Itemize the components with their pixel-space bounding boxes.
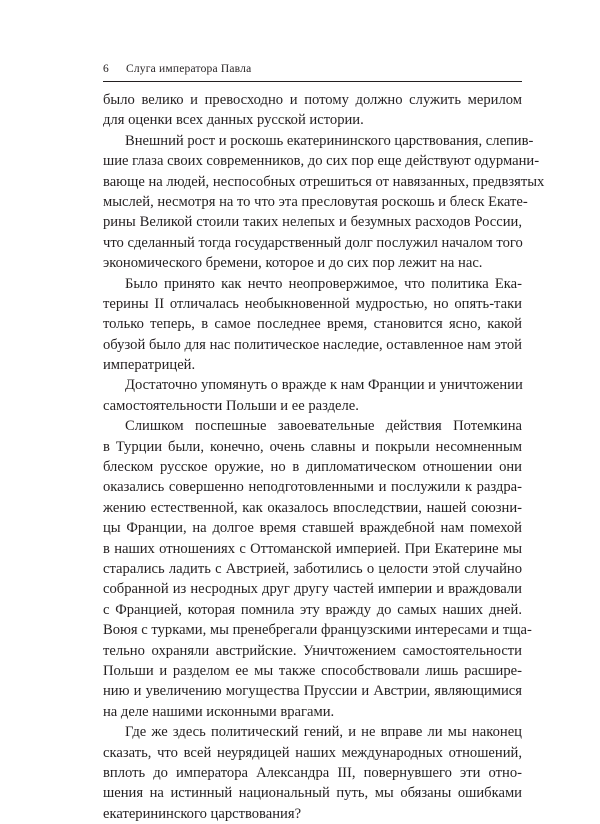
- text-line: в Турции были, конечно, очень славны и покрыли несомненным: [103, 438, 522, 455]
- text-line: блеском русское оружие, но в дипломатическом отношении они: [103, 459, 522, 476]
- paragraph: [103, 90, 522, 131]
- text-line: для оценки всех данных русской истории.: [103, 112, 364, 129]
- text-line: Польши и разделом ее мы также способствовали лишь расшире-: [103, 662, 522, 679]
- text-line: в наших отношениях с Оттоманской империей. При Екатерине мы: [103, 540, 522, 557]
- text-line: шения на истинный национальный путь, мы обязаны ошибками: [103, 785, 522, 802]
- running-title: Слуга императора Павла: [126, 63, 252, 75]
- text-line: Слишком поспешные завоевательные действия Потемкина: [125, 418, 522, 435]
- text-line: мыслей, несмотря на то что эта пресловутая роскошь и блеск Екате-: [103, 193, 528, 210]
- text-line: было велико и превосходно и потому должно служить мерилом: [103, 92, 522, 108]
- text-line: нию и увеличению могущества Пруссии и Австрии, являющимися: [103, 683, 522, 700]
- text-line: терины II отличалась необыкновенной мудростью, но опять-таки: [103, 295, 522, 312]
- text-line: на деле нашими исконными врагами.: [103, 703, 335, 720]
- text-line: обузой было для нас политическое наследие, оставленное нам этой: [103, 336, 522, 353]
- text-line: Внешний рост и роскошь екатерининского царствования, слепив-: [125, 132, 534, 149]
- text-line: вплоть до императора Александра III, повернувшего эти отно-: [103, 764, 522, 781]
- text-line: самостоятельности Польши и ее разделе.: [103, 397, 359, 414]
- text-line: оказались совершенно неподготовленными и послужили к раздра-: [103, 479, 522, 496]
- text-line: только теперь, в самое последнее время, становится ясно, какой: [103, 316, 522, 333]
- text-line: Достаточно упомянуть о вражде к нам Франции и уничтожении: [125, 377, 523, 394]
- paragraph: [103, 274, 522, 376]
- text-line: екатерининского царствования?: [103, 805, 302, 822]
- body-text: [103, 90, 545, 824]
- text-line: вающе на людей, неспособных отрешиться от навязанных, предвзятых: [103, 173, 545, 190]
- text-line: с Францией, которая помнила эту вражду до самых наших дней.: [103, 601, 522, 618]
- text-line: экономического бремени, которое и до сих пор лежит на нас.: [103, 255, 483, 272]
- text-line: цы Франции, на долгое время ставшей враждебной нам помехой: [103, 520, 522, 537]
- text-line: собранной из несродных друг другу частей империи и враждовали: [103, 581, 522, 598]
- text-line: Было принято как нечто неопровержимое, что политика Ека-: [125, 275, 522, 292]
- text-line: Где же здесь политический гений, и не вправе ли мы наконец: [125, 724, 522, 741]
- paragraph: [103, 375, 522, 416]
- page-number: 6: [103, 63, 109, 75]
- text-line: императрицей.: [103, 357, 196, 374]
- text-line: что сделанный тогда государственный долг послужил началом того: [103, 234, 523, 251]
- text-line: шие глаза своих современников, до сих пор еще действуют одурмани-: [103, 153, 540, 170]
- text-line: старались ладить с Австрией, заботились о целости этой случайно: [103, 560, 522, 577]
- text-line: тельно охраняли австрийские. Уничтожением самостоятельности: [103, 642, 522, 659]
- paragraph: [103, 722, 522, 824]
- header-rule: [103, 81, 522, 82]
- text-line: сказать, что всей неурядицей наших международных отношений,: [103, 744, 522, 761]
- text-line: жению естественной, как оказалось впоследствии, нашей союзни-: [103, 499, 522, 516]
- text-line: рины Великой стоили таких нелепых и безумных расходов России,: [103, 214, 522, 231]
- text-line: Воюя с турками, мы пренебрегали французскими интересами и тща-: [103, 622, 532, 639]
- paragraph: [103, 131, 545, 274]
- running-head: [103, 60, 522, 80]
- paragraph: [103, 416, 532, 722]
